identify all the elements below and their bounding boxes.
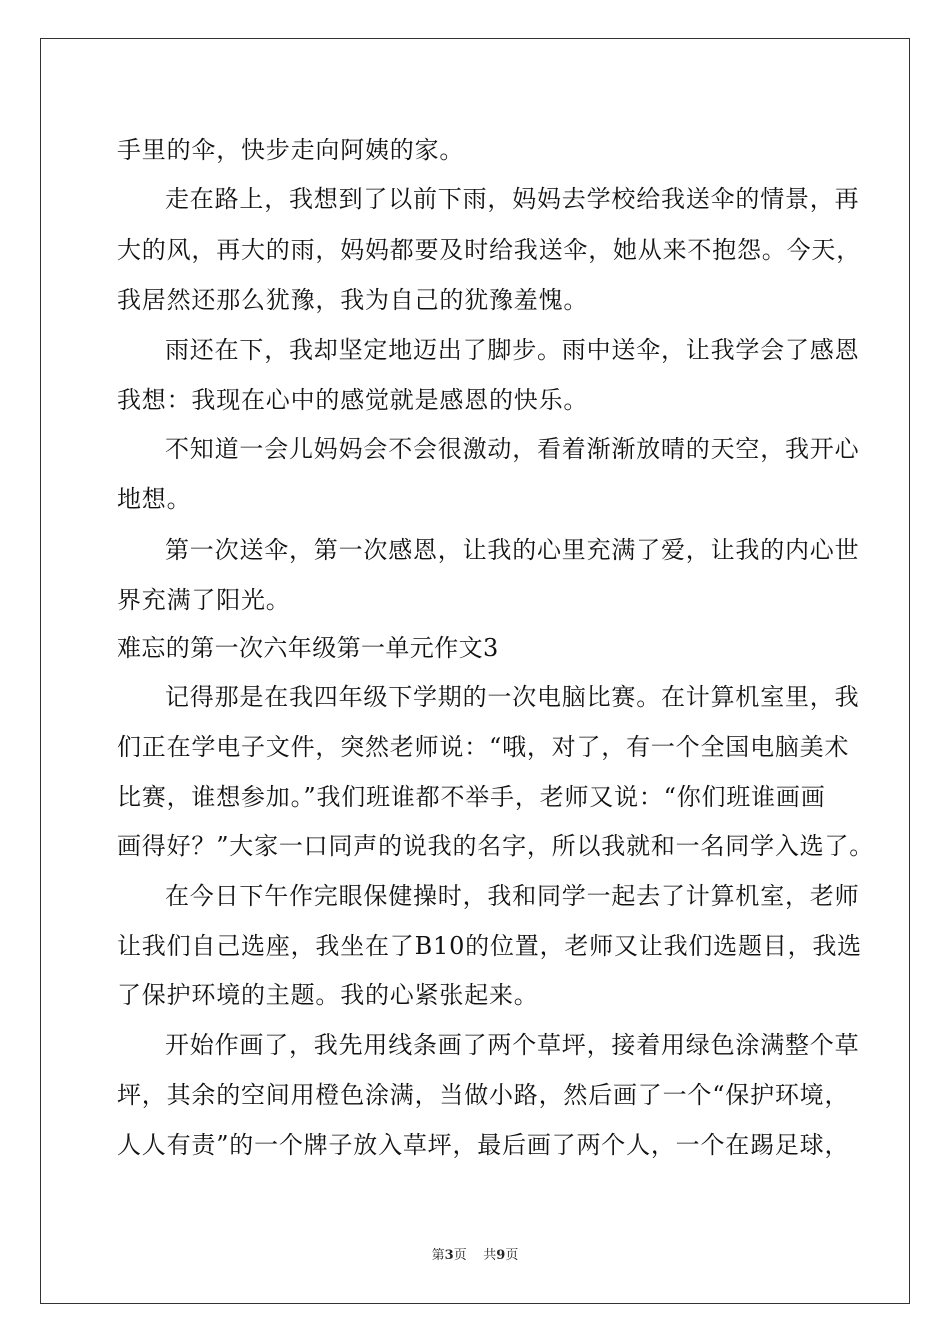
text-line: 们正在学电子文件，突然老师说：“哦，对了，有一个全国电脑美术 <box>117 733 850 761</box>
text-line: 界充满了阳光。 <box>117 586 291 614</box>
page-prefix: 第 <box>431 1248 445 1263</box>
text-line: 第一次送伞，第一次感恩，让我的心里充满了爱，让我的内心世 <box>165 536 860 564</box>
text-line: 坪，其余的空间用橙色涂满，当做小路，然后画了一个“保护环境， <box>117 1081 850 1109</box>
text-line: 手里的伞，快步走向阿姨的家。 <box>117 136 465 164</box>
text-line: 走在路上，我想到了以前下雨，妈妈去学校给我送伞的情景，再 <box>165 185 860 213</box>
text-line: 让我们自己选座，我坐在了B10的位置，老师又让我们选题目，我选 <box>117 932 862 960</box>
total-prefix: 共 <box>483 1248 497 1263</box>
page-suffix: 页 <box>453 1248 467 1263</box>
page-border <box>40 38 910 1304</box>
total-suffix: 页 <box>505 1248 519 1263</box>
text-line: 记得那是在我四年级下学期的一次电脑比赛。在计算机室里，我 <box>165 683 860 711</box>
page-total: 9 <box>496 1248 506 1263</box>
text-line: 雨还在下，我却坚定地迈出了脚步。雨中送伞，让我学会了感恩 <box>165 336 860 364</box>
text-line: 画得好？”大家一口同声的说我的名字，所以我就和一名同学入选了。 <box>117 832 875 860</box>
text-line: 了保护环境的主题。我的心紧张起来。 <box>117 981 539 1009</box>
text-line: 我想：我现在心中的感觉就是感恩的快乐。 <box>117 386 589 414</box>
page-footer <box>0 1248 950 1264</box>
text-line: 人人有责”的一个牌子放入草坪，最后画了两个人，一个在踢足球， <box>117 1131 850 1159</box>
text-line: 比赛，谁想参加。”我们班谁都不举手，老师又说：“你们班谁画画 <box>117 783 826 811</box>
text-line: 在今日下午作完眼保健操时，我和同学一起去了计算机室，老师 <box>165 882 860 910</box>
text-line: 地想。 <box>117 485 192 513</box>
text-line: 不知道一会儿妈妈会不会很激动，看着渐渐放晴的天空，我开心 <box>165 435 860 463</box>
text-line: 开始作画了，我先用线条画了两个草坪，接着用绿色涂满整个草 <box>165 1031 860 1059</box>
section-heading: 难忘的第一次六年级第一单元作文3 <box>117 634 499 662</box>
text-line: 大的风，再大的雨，妈妈都要及时给我送伞，她从来不抱怨。今天， <box>117 236 861 264</box>
page-current: 3 <box>444 1248 454 1263</box>
text-line: 我居然还那么犹豫，我为自己的犹豫羞愧。 <box>117 286 589 314</box>
